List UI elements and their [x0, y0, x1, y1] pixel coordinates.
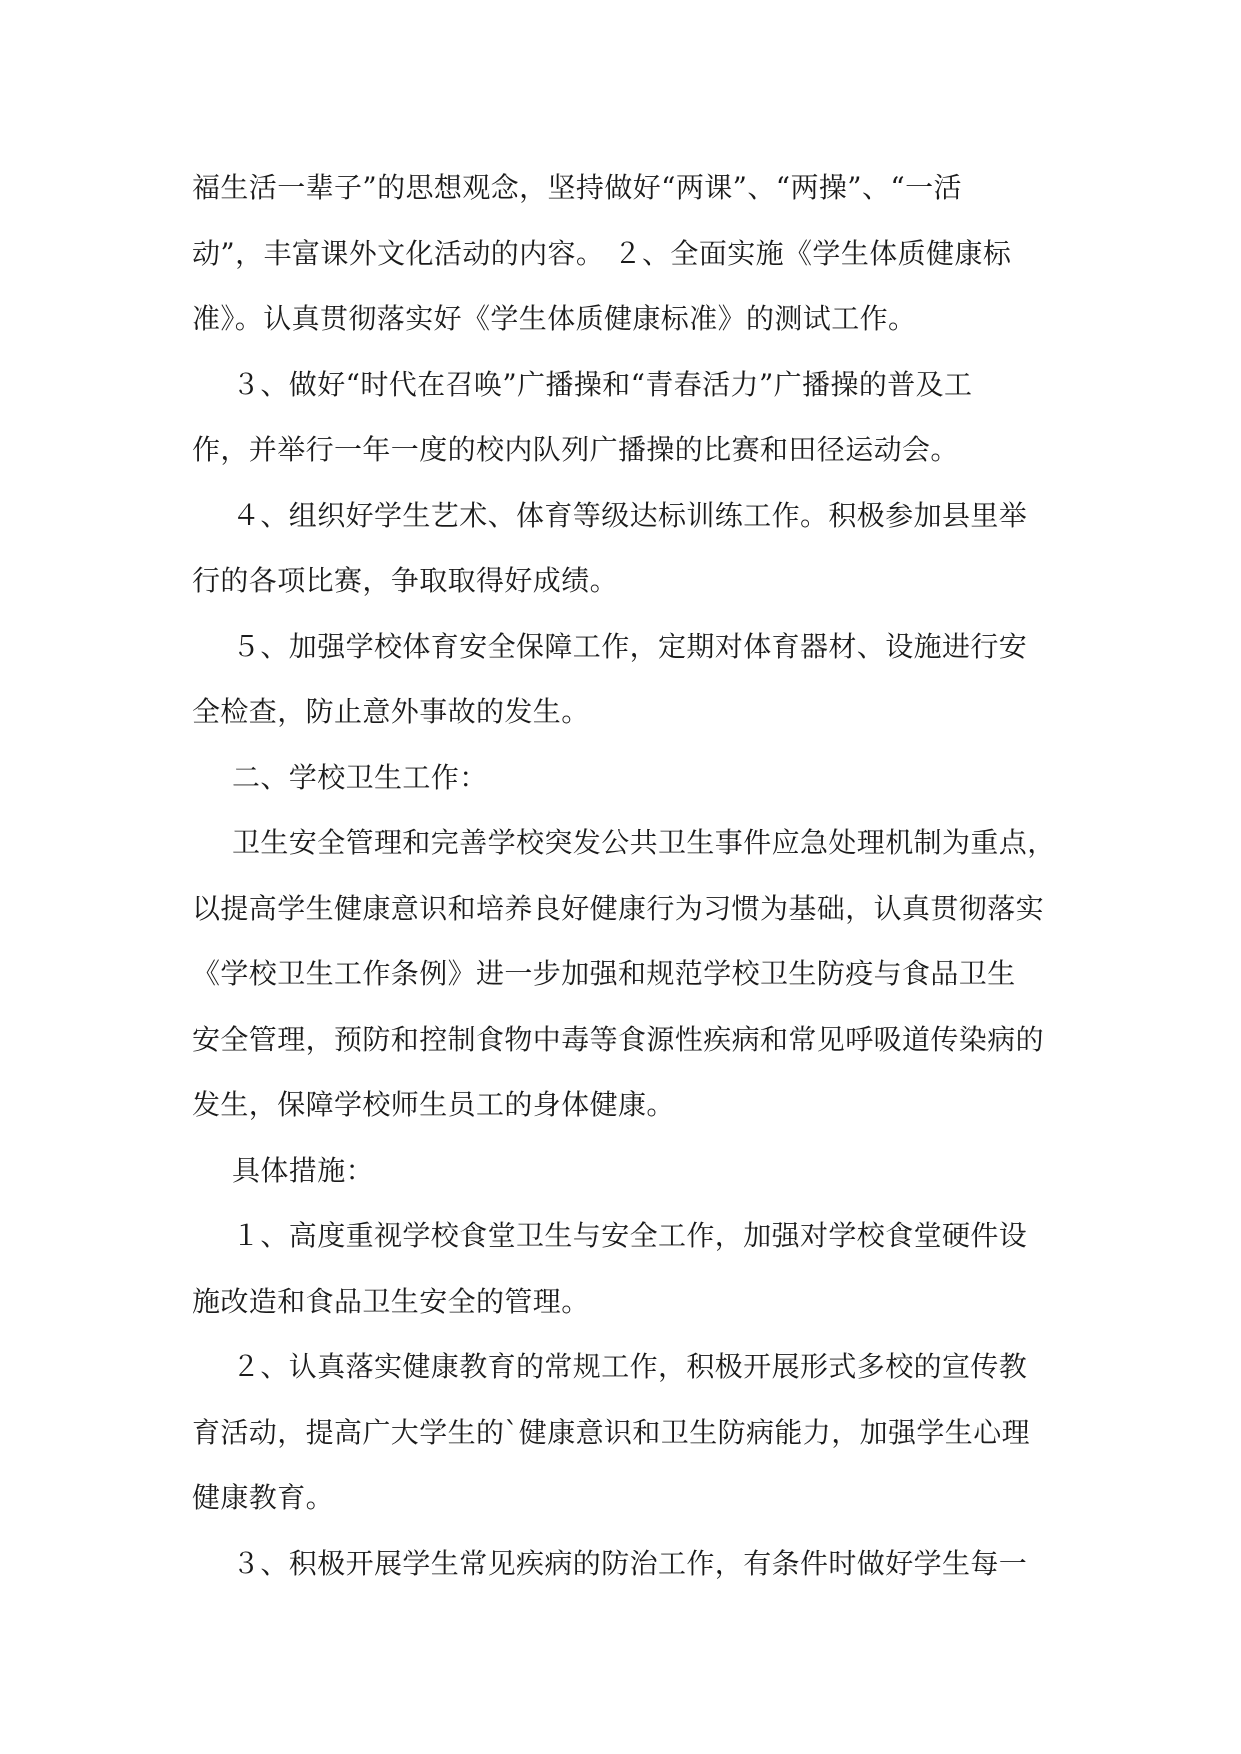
text-line: 作，并举行一年一度的校内队列广播操的比赛和田径运动会。: [192, 433, 959, 466]
text-line: 福生活一辈子”的思想观念，坚持做好“两课”、“两操”、“一活: [192, 171, 962, 204]
text-line: 施改造和食品卫生安全的管理。: [192, 1284, 590, 1318]
text-line: 以提高学生健康意识和培养良好健康行为习惯为基础，认真贯彻落实: [192, 891, 1045, 925]
text-line: ２、认真落实健康教育的常规工作，积极开展形式多校的宣传教: [232, 1350, 1028, 1383]
subheading: 具体措施：: [232, 1153, 375, 1187]
text-line: 健康教育。: [192, 1481, 335, 1514]
text-line: 卫生安全管理和完善学校突发公共卫生事件应急处理机制为重点，: [232, 826, 1056, 859]
text-line: 准》。认真贯彻落实好《学生体质健康标准》的测试工作。: [192, 302, 917, 335]
section-heading: 二、学校卫生工作：: [232, 760, 488, 794]
text-line: １、高度重视学校食堂卫生与安全工作，加强对学校食堂硬件设: [232, 1219, 1028, 1252]
text-line: 《学校卫生工作条例》进一步加强和规范学校卫生防疫与食品卫生: [192, 957, 1016, 990]
text-line: 行的各项比赛，争取取得好成绩。: [192, 564, 619, 597]
text-line: ５、加强学校体育安全保障工作，定期对体育器材、设施进行安: [232, 629, 1028, 663]
text-line: 发生，保障学校师生员工的身体健康。: [192, 1088, 675, 1121]
text-line: 安全管理，预防和控制食物中毒等食源性疾病和常见呼吸道传染病的: [192, 1022, 1045, 1056]
text-line: ３、做好“时代在召唤”广播操和“青春活力”广播操的普及工: [232, 367, 973, 401]
text-line: 动”，丰富课外文化活动的内容。 ２、全面实施《学生体质健康标: [192, 236, 1012, 270]
text-line: 全检查，防止意外事故的发生。: [192, 695, 590, 728]
text-line: 育活动，提高广大学生的`健康意识和卫生防病能力，加强学生心理: [192, 1415, 1031, 1449]
text-line: ３、积极开展学生常见疾病的防治工作，有条件时做好学生每一: [232, 1546, 1028, 1580]
text-line: ４、组织好学生艺术、体育等级达标训练工作。积极参加县里举: [232, 498, 1028, 532]
body-text: [192, 155, 1067, 1596]
